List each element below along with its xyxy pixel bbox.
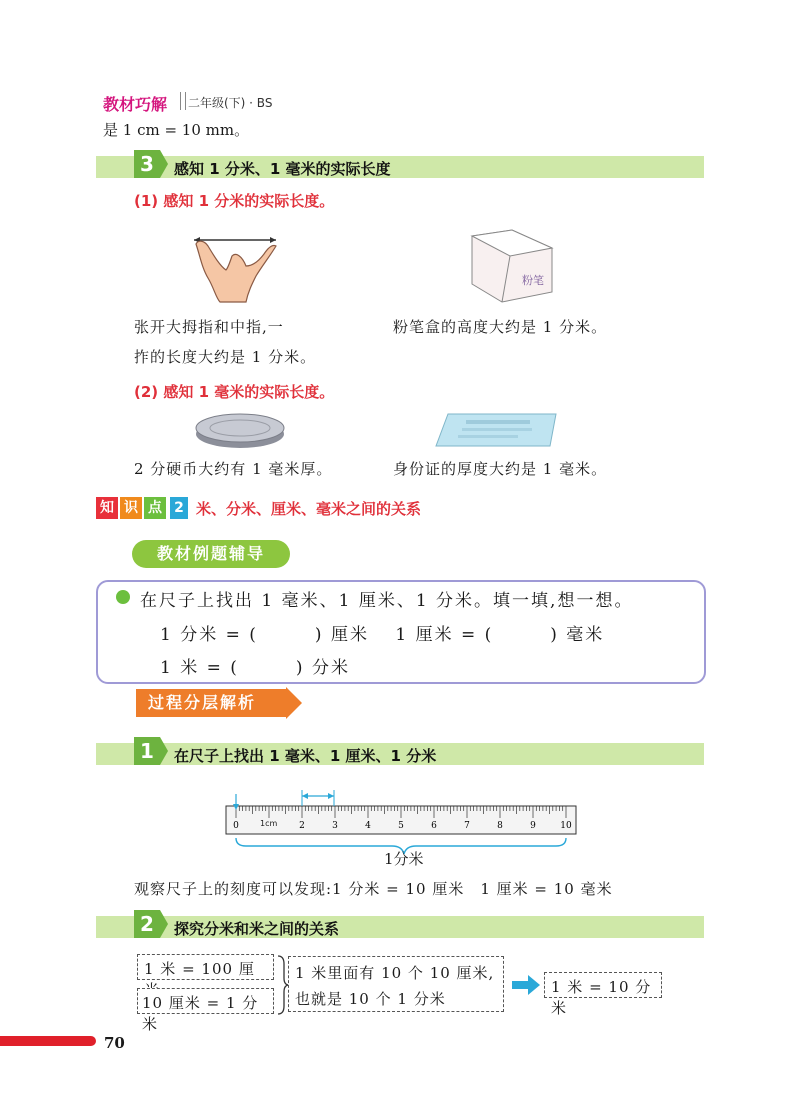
ruler-number-label: 9 — [530, 821, 536, 831]
knowledge-char-1: 知 — [96, 497, 118, 519]
section3-sub2: (2) 感知 1 毫米的实际长度。 — [134, 383, 335, 401]
knowledge-char-3: 点 — [144, 497, 166, 519]
ruler-number-label: 0 — [233, 821, 239, 831]
right-arrow-icon — [512, 975, 542, 995]
example-tag: 教材例题辅导 — [132, 540, 290, 568]
step1-number-tail — [160, 737, 168, 765]
header-brand: 教材巧解 — [103, 95, 168, 114]
question-line-3: 1 米 = ( ) 分米 — [160, 658, 350, 678]
chalk-box-caption: 粉笔盒的高度大约是 1 分米。 — [393, 318, 608, 336]
intro-line: 是 1 cm = 10 mm。 — [103, 121, 250, 139]
knowledge-title: 米、分米、厘米、毫米之间的关系 — [196, 500, 422, 518]
ruler-number-label: 2 — [299, 821, 305, 831]
ruler-number-label: 8 — [497, 821, 503, 831]
header-grade: 二年级(下) · BS — [188, 96, 273, 110]
step2-explain-2: 也就是 10 个 1 分米 — [295, 990, 446, 1008]
hand-caption-1: 张开大拇指和中指,一 — [134, 318, 284, 336]
ruler-number-label: 3 — [332, 821, 338, 831]
ruler-number-label: 6 — [431, 821, 437, 831]
id-card-caption: 身份证的厚度大约是 1 毫米。 — [393, 460, 608, 478]
step2-title: 探究分米和米之间的关系 — [174, 920, 340, 938]
step2-number-tail — [160, 910, 168, 938]
page-footer-strip — [0, 1036, 96, 1046]
question-line-2: 1 分米 = ( ) 厘米 1 厘米 = ( ) 毫米 — [160, 625, 605, 645]
step2-explain-box — [288, 956, 504, 1012]
section3-sub1: (1) 感知 1 分米的实际长度。 — [134, 192, 335, 210]
question-bullet — [116, 590, 130, 604]
step1-observation: 观察尺子上的刻度可以发现:1 分米 = 10 厘米 1 厘米 = 10 毫米 — [134, 880, 613, 898]
coin-caption: 2 分硬币大约有 1 毫米厚。 — [134, 460, 333, 478]
step2-result-box: 1 米 = 10 分米 — [544, 972, 662, 998]
hand-caption-2: 拃的长度大约是 1 分米。 — [134, 348, 317, 366]
knowledge-number: 2 — [170, 497, 188, 519]
ruler-unit-label: 1cm — [260, 819, 278, 828]
section3-number: 3 — [134, 150, 160, 178]
step2-explain-1: 1 米里面有 10 个 10 厘米, — [295, 964, 495, 982]
ruler-number-label: 10 — [560, 821, 572, 831]
process-tag-arrow — [286, 687, 302, 719]
label-1dm: 1分米 — [384, 850, 424, 868]
chalk-box-illustration — [462, 226, 562, 306]
hand-span-illustration — [186, 226, 286, 306]
id-card-illustration — [432, 410, 562, 452]
step2-number: 2 — [134, 910, 160, 938]
coin-illustration — [192, 408, 288, 452]
ruler-number-label: 4 — [365, 821, 371, 831]
page-number: 70 — [104, 1034, 125, 1052]
section3-number-tail — [160, 150, 168, 178]
process-tag: 过程分层解析 — [136, 689, 286, 717]
ruler-number-label: 7 — [464, 821, 470, 831]
step1-number: 1 — [134, 737, 160, 765]
ruler-number-label: 5 — [398, 821, 404, 831]
step2-box-1: 1 米 = 100 厘 — [137, 954, 274, 980]
step2-box-2: 10 厘米 = 1 分米 — [137, 988, 274, 1014]
section3-title: 感知 1 分米、1 毫米的实际长度 — [174, 160, 391, 178]
knowledge-char-2: 识 — [120, 497, 142, 519]
header-divider — [180, 92, 186, 110]
question-line-1: 在尺子上找出 1 毫米、1 厘米、1 分米。填一填,想一想。 — [140, 591, 634, 611]
chalk-box-label: 粉笔 — [522, 274, 544, 287]
step1-title: 在尺子上找出 1 毫米、1 厘米、1 分米 — [174, 747, 437, 765]
